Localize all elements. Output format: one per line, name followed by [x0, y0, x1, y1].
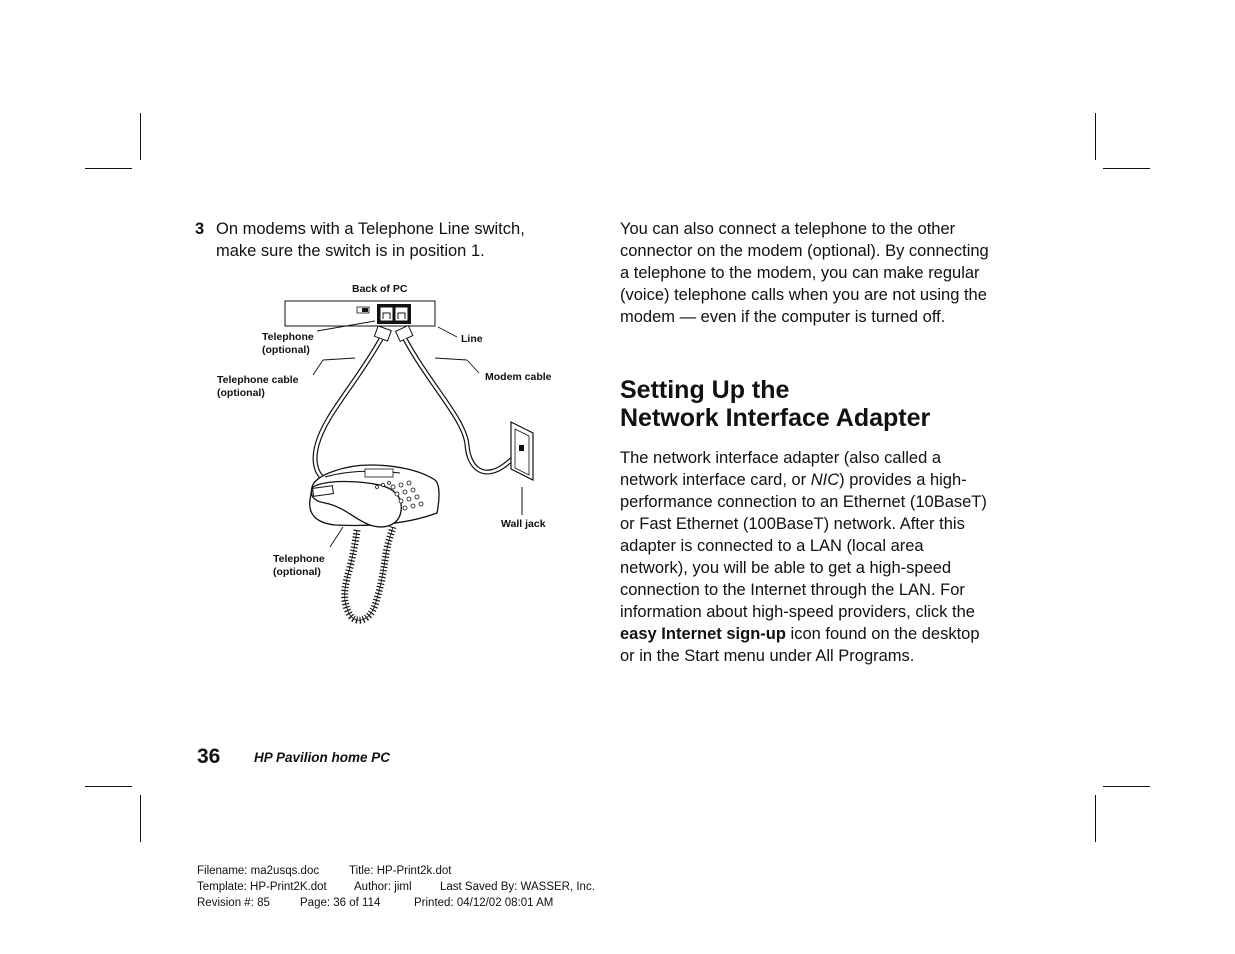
coiled-cord [345, 527, 393, 620]
meta-printed: Printed: 04/12/02 08:01 AM [414, 897, 554, 909]
crop-mark [1103, 168, 1150, 169]
crop-mark [1095, 113, 1096, 160]
label-telephone-bottom: Telephone [273, 553, 325, 565]
label-telephone-cable-optional: (optional) [217, 387, 265, 399]
label-wall-jack: Wall jack [501, 518, 546, 530]
body-text-1: The network interface adapter (also called a network interface card, or [620, 449, 942, 489]
label-telephone-cable: Telephone cable [217, 374, 299, 386]
meta-revision: Revision #: 85 [197, 897, 270, 909]
easy-internet-signup-term: easy Internet sign-up [620, 625, 786, 643]
meta-page: Page: 36 of 114 [300, 897, 381, 909]
label-telephone-top: Telephone [262, 331, 314, 343]
meta-template: Template: HP-Print2K.dot [197, 881, 327, 893]
nic-paragraph [620, 447, 992, 667]
body-text-2: ) provides a high-performance connection to an Ethernet (10BaseT) or Fast Ethernet (100BaseT) network. After this adapter is connected to a LAN (local area network), you will be able to get a high-speed connection to the Internet through the LAN. For information about high-speed providers, click the [620, 471, 987, 621]
label-telephone-bottom-optional: (optional) [273, 566, 321, 578]
crop-mark [1103, 786, 1150, 787]
document-metadata [197, 863, 595, 911]
modem-cable [405, 339, 523, 472]
running-footer-title: HP Pavilion home PC [254, 750, 391, 765]
nic-term: NIC [810, 471, 840, 489]
label-modem-cable: Modem cable [485, 371, 552, 383]
heading-line-2: Network Interface Adapter [620, 404, 931, 432]
meta-last-saved: Last Saved By: WASSER, Inc. [440, 881, 595, 893]
section-heading [620, 376, 992, 432]
modem-connection-diagram [205, 275, 580, 635]
label-back-of-pc: Back of PC [352, 283, 408, 295]
modem-plug [396, 326, 413, 342]
meta-title: Title: HP-Print2k.dot [349, 865, 452, 877]
crop-mark [140, 113, 141, 160]
line-port [395, 307, 408, 321]
telephone-port [380, 307, 393, 321]
telephone-plug [374, 326, 391, 341]
crop-mark [1095, 795, 1096, 842]
heading-line-1: Setting Up the [620, 376, 790, 404]
label-telephone-top-optional: (optional) [262, 344, 310, 356]
crop-mark [140, 795, 141, 842]
page-number: 36 [197, 745, 221, 768]
body-text-3: icon found on the desktop or in the Start menu under All Programs. [620, 625, 980, 665]
crop-mark [85, 168, 132, 169]
meta-author: Author: jiml [354, 881, 412, 893]
label-line: Line [461, 333, 483, 345]
step-number: 3 [195, 220, 205, 238]
intro-paragraph: You can also connect a telephone to the other connector on the modem (optional). By connecting a telephone to the modem, you can make regular (voice) telephone calls when you are not using the modem — even if the computer is turned off. [620, 220, 989, 326]
crop-mark [85, 786, 132, 787]
pc-back-panel [285, 301, 435, 326]
meta-filename: Filename: ma2usqs.doc [197, 865, 320, 877]
step-text: On modems with a Telephone Line switch, make sure the switch is in position 1. [216, 220, 525, 260]
